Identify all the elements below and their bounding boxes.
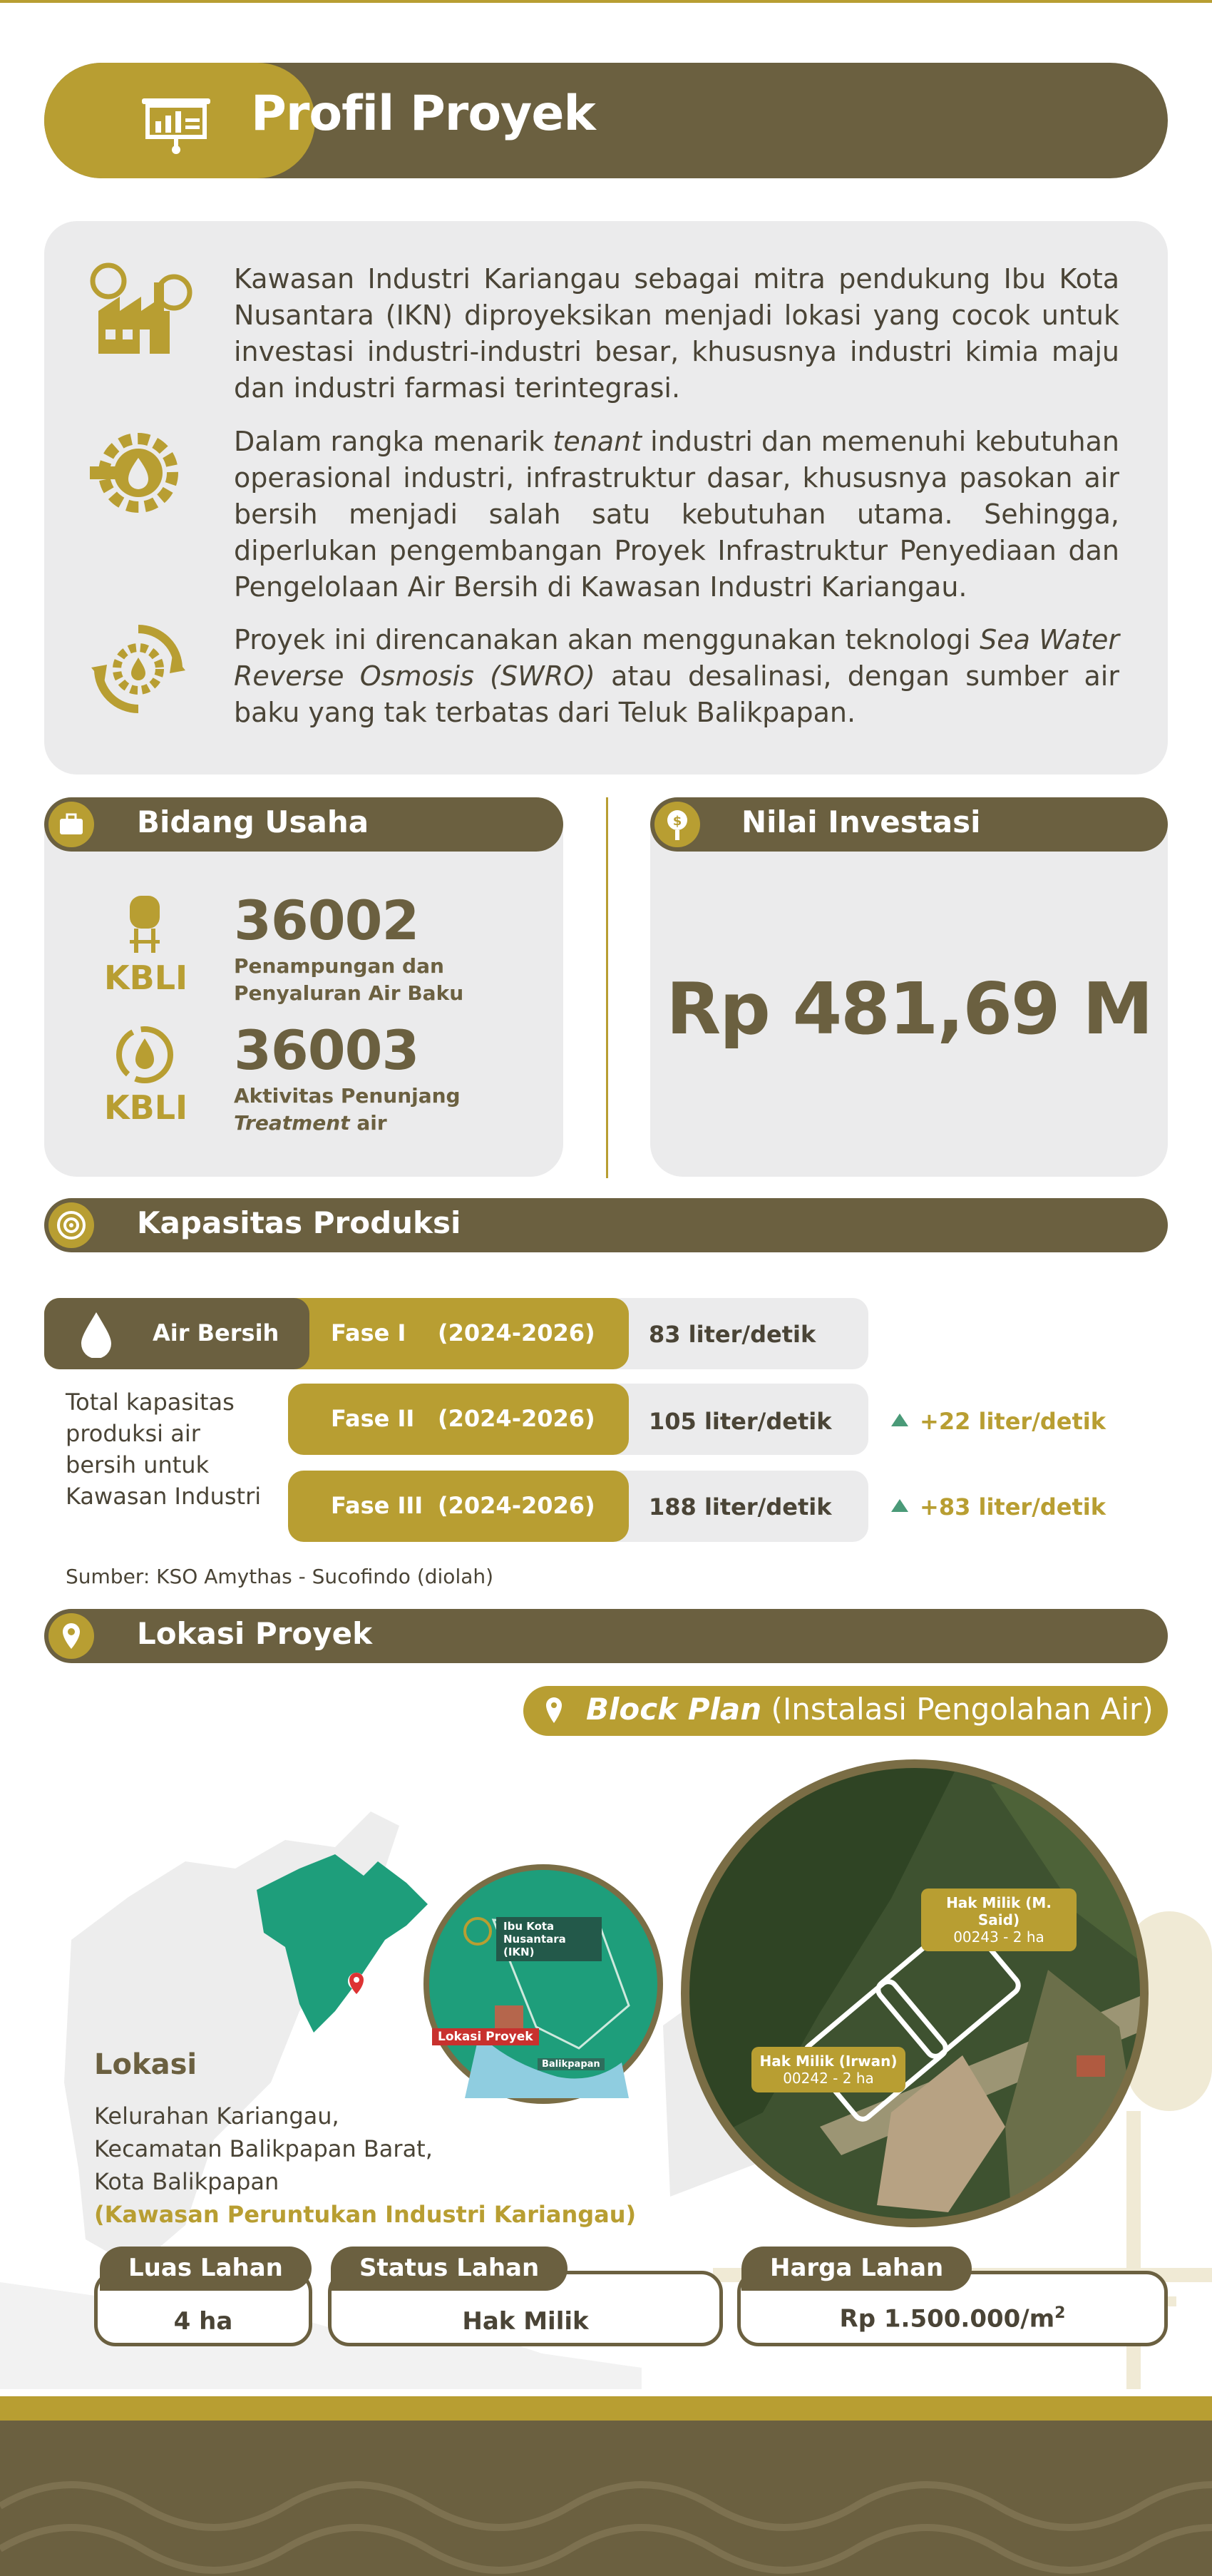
block-plan-title: Block Plan (Instalasi Pengolahan Air) bbox=[586, 1692, 1154, 1727]
kbli-label-2: KBLI bbox=[104, 1088, 188, 1127]
factory-chemistry-icon bbox=[84, 261, 198, 361]
kbli-code-1: 36002 bbox=[234, 889, 419, 952]
water-drop-icon bbox=[78, 1311, 114, 1358]
phase-3-years: (2024-2026) bbox=[438, 1492, 595, 1519]
plot-2-label: Hak Milik (Irwan) 00242 - 2 ha bbox=[751, 2047, 905, 2092]
plot-1-label: Hak Milik (M. Said) 00243 - 2 ha bbox=[921, 1888, 1077, 1951]
phase-3-name: Fase III bbox=[331, 1492, 423, 1519]
footer-band bbox=[0, 2421, 1212, 2576]
water-recycle-icon bbox=[111, 1021, 178, 1088]
top-border bbox=[0, 0, 1212, 3]
phase-1-years: (2024-2026) bbox=[438, 1319, 595, 1346]
source-note: Sumber: KSO Amythas - Sucofindo (diolah) bbox=[66, 1565, 494, 1588]
nilai-investasi-title: Nilai Investasi bbox=[741, 804, 981, 839]
air-bersih-label: Air Bersih bbox=[153, 1319, 279, 1346]
briefcase-icon bbox=[48, 802, 94, 847]
status-lahan-label: Status Lahan bbox=[331, 2247, 568, 2291]
block-plan-pill bbox=[523, 1686, 1168, 1736]
phase-3-capacity: 188 liter/detik bbox=[649, 1493, 832, 1520]
phase-3-delta: +83 liter/detik bbox=[920, 1493, 1106, 1520]
investment-value: Rp 481,69 M bbox=[666, 967, 1152, 1051]
bidang-usaha-header bbox=[44, 797, 563, 852]
water-tank-icon bbox=[120, 893, 170, 954]
column-divider bbox=[606, 797, 608, 1178]
satellite-block-plan bbox=[677, 1756, 1152, 2231]
kbli-desc-1: Penampungan dan Penyaluran Air Baku bbox=[234, 954, 464, 1005]
svg-text:$: $ bbox=[672, 814, 682, 829]
money-icon bbox=[654, 802, 700, 847]
location-pin-icon bbox=[536, 1693, 572, 1729]
phase-2-delta: +22 liter/detik bbox=[920, 1408, 1106, 1435]
phase-2-name: Fase II bbox=[331, 1405, 415, 1432]
lokasi-header bbox=[44, 1609, 1168, 1663]
lokasi-label: Lokasi bbox=[94, 2048, 197, 2081]
capacity-note: Total kapasitas produksi air bersih untuk Kawasan Industri bbox=[66, 1389, 262, 1510]
footer-pattern bbox=[0, 2421, 1212, 2576]
lokasi-title: Lokasi Proyek bbox=[137, 1616, 373, 1651]
address: Kelurahan Kariangau, Kecamatan Balikpapan Barat, Kota Balikpapan (Kawasan Peruntukan Industri Kariangau) bbox=[94, 2102, 637, 2228]
location-pin-icon bbox=[48, 1613, 94, 1659]
page-title: Profil Proyek bbox=[251, 86, 595, 142]
footer-stripe bbox=[0, 2396, 1212, 2421]
gear-water-icon bbox=[88, 426, 190, 519]
status-lahan-value: Hak Milik bbox=[462, 2307, 589, 2336]
intro-paragraph-1: Kawasan Industri Kariangau sebagai mitra pendukung Ibu Kota Nusantara (IKN) diproyeksikan menjadi lokasi yang cocok untuk investasi industri-industri besar, khususnya industri kimia maju dan industri farmasi terintegrasi. bbox=[234, 263, 1119, 404]
target-icon bbox=[48, 1202, 94, 1248]
luas-lahan-value: 4 ha bbox=[173, 2307, 233, 2336]
luas-lahan-label: Luas Lahan bbox=[100, 2247, 312, 2291]
kbli-code-2: 36003 bbox=[234, 1018, 419, 1082]
air-bersih-tag bbox=[44, 1298, 309, 1369]
kbli-label-1: KBLI bbox=[104, 959, 188, 997]
harga-lahan-value: Rp $1.500.000/m^2$ bbox=[839, 2304, 1066, 2334]
kbli-desc-2: Aktivitas Penunjang Treatment air bbox=[234, 1084, 461, 1135]
nilai-investasi-header bbox=[650, 797, 1168, 852]
intro-paragraph-3: Proyek ini direncanakan akan menggunakan teknologi Sea Water Reverse Osmosis (SWRO) atau desalinasi, dengan sumber air baku yang tak terbatas dari Teluk Balikpapan. bbox=[234, 624, 1119, 728]
balikpapan-label: Balikpapan bbox=[538, 2058, 605, 2070]
up-triangle-icon bbox=[890, 1498, 910, 1513]
up-triangle-icon bbox=[890, 1412, 910, 1428]
ikn-label: Ibu Kota Nusantara (IKN) bbox=[496, 1917, 602, 1961]
phase-1-name: Fase I bbox=[331, 1319, 406, 1346]
recycle-gear-icon bbox=[90, 623, 187, 716]
intro-paragraph-2: Dalam rangka menarik tenant industri dan memenuhi kebutuhan operasional industri, infrastruktur dasar, khususnya pasokan air bersih menjadi salah satu kebutuhan utama. Sehingga, diperlukan pengembangan Proyek Infrastruktur Penyediaan dan Pengelolaan Air Bersih di Kawasan Industri Kariangau. bbox=[234, 426, 1119, 603]
kapasitas-header bbox=[44, 1198, 1168, 1252]
bidang-usaha-title: Bidang Usaha bbox=[137, 804, 369, 839]
kapasitas-title: Kapasitas Produksi bbox=[137, 1205, 461, 1240]
phase-2-capacity: 105 liter/detik bbox=[649, 1408, 832, 1435]
phase-2-years: (2024-2026) bbox=[438, 1405, 595, 1432]
phase-1-capacity: 83 liter/detik bbox=[649, 1321, 816, 1348]
lokasi-proyek-label: Lokasi Proyek bbox=[432, 2028, 539, 2045]
harga-lahan-label: Harga Lahan bbox=[741, 2247, 972, 2291]
east-kalimantan-map bbox=[242, 1847, 435, 2040]
